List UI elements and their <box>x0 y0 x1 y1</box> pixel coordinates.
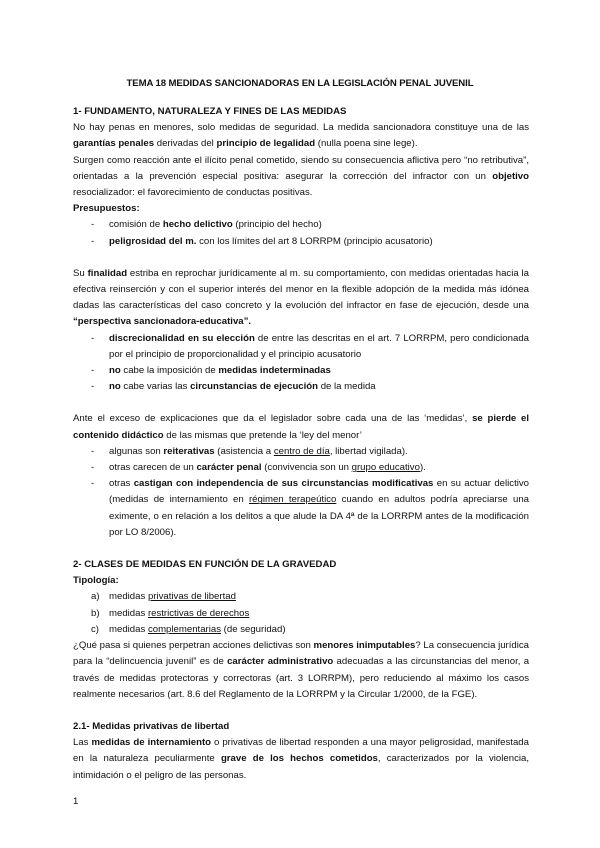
text-run: (principio del hecho) <box>232 219 322 231</box>
text-run: ). <box>419 462 426 474</box>
text-run-bold: se pierde el contenido didáctico <box>73 413 529 441</box>
paragraph-internamiento <box>73 735 529 784</box>
text-run: algunas son <box>109 445 164 457</box>
list-marker: b) <box>91 607 100 619</box>
text-run: (convivencia son un <box>261 462 352 474</box>
text-run: en su actuar delictivo (medidas de internamiento en <box>109 478 530 506</box>
text-run: (nulla poena sine lege). <box>315 138 418 150</box>
text-run-underline: privativas de libertad <box>147 591 236 603</box>
text-run: Ante el exceso de explicaciones que da el legislador sobre cada una de las ‘medidas’, <box>73 413 473 425</box>
text-run-bold: menores inimputables <box>313 640 416 652</box>
text-run-bold: principio de legalidad <box>216 138 316 150</box>
text-run-bold: “perspectiva sancionadora-educativa”. <box>73 316 252 328</box>
text-run-underline: restrictivas de derechos <box>147 607 250 619</box>
paragraph-finalidad <box>73 266 529 331</box>
text-run: de las mismas que pretende la ‘ley del menor’ <box>163 429 362 441</box>
spacer <box>73 703 529 719</box>
list-marker: a) <box>91 591 100 603</box>
text-run: medidas <box>109 607 148 619</box>
text-run: otras carecen de un <box>109 462 197 474</box>
paragraph-exceso <box>73 411 529 443</box>
text-run-bold: circunstancias de ejecución <box>190 381 319 393</box>
list-item <box>91 606 529 622</box>
spacer <box>73 395 529 411</box>
document-title: TEMA 18 MEDIDAS SANCIONADORAS EN LA LEGISLACIÓN PENAL JUVENIL <box>126 78 474 89</box>
list-item <box>109 234 529 250</box>
text-run: medidas <box>109 591 148 603</box>
document-body <box>73 104 529 784</box>
section-2-1-heading: 2.1- Medidas privativas de libertad <box>73 720 230 732</box>
paragraph-reaccion <box>73 153 529 202</box>
paragraph-penas <box>73 120 529 152</box>
list-item <box>109 379 529 395</box>
text-run: Surgen como reacción ante el ilícito penal cometido, siendo su consecuencia aflictiva pero “no retributiva”, orientadas a la prevención especial positiva: asegurar la corrección del infractor con un <box>73 154 529 182</box>
text-run: cabe la imposición de <box>120 365 219 377</box>
spacer <box>73 541 529 557</box>
text-run: con los límites del art 8 LORRPM (principio acusatorio) <box>196 235 433 247</box>
text-run-underline: grupo educativo <box>351 462 420 474</box>
text-run: derivadas del <box>154 138 217 150</box>
text-run-bold: finalidad <box>87 267 128 279</box>
list-item <box>109 444 529 460</box>
text-run: otras <box>109 478 134 490</box>
list-item <box>91 589 529 605</box>
text-run-bold: hecho delictivo <box>162 219 233 231</box>
text-run: ¿Qué pasa si quienes perpetran acciones delictivas son <box>73 640 314 652</box>
list-item <box>109 460 529 476</box>
text-run-bold: carácter administrativo <box>227 656 334 668</box>
text-run: de entre las descritas en el art. 7 LORRPM, pero condicionada por el principio de proporcionalidad y el principio acusatorio <box>109 332 529 360</box>
text-run-bold: discrecionalidad en su elección <box>109 332 255 344</box>
text-run: (de seguridad) <box>221 623 286 635</box>
tipologia-list <box>73 589 529 638</box>
text-run-underline: complementarias <box>147 623 221 635</box>
text-run: de la medida <box>318 381 376 393</box>
list-item <box>109 363 529 379</box>
text-run: medidas <box>109 623 148 635</box>
list-item <box>91 622 529 638</box>
text-run-underline: centro de día <box>273 445 330 457</box>
text-run-bold: medidas de internamiento <box>91 737 212 749</box>
list-item <box>109 331 529 363</box>
text-run-bold: no <box>109 365 121 377</box>
text-run: cabe varias las <box>120 381 191 393</box>
finalidad-list <box>73 331 529 396</box>
text-run-bold: no <box>109 381 121 393</box>
text-run-bold: grave de los hechos cometidos <box>220 753 378 765</box>
text-run: estriba en reprochar jurídicamente al m. su comportamiento, con medidas orientadas hacia la efectiva reinserción y con el superior interés del menor en la flexible adopción de la medida más idónea dadas las características del caso concreto y la evolución del infractor en fase de ejecución, desde una <box>73 267 529 312</box>
tipologia-label: Tipología: <box>73 575 119 587</box>
paragraph-inimputables <box>73 638 529 703</box>
text-run: cuando en adultos podría apreciarse una eximente, o en relación a los delitos a que alude la DA 4ª de la LORRPM antes de la modificación por LO 8/2006). <box>109 494 529 538</box>
text-run: (asistencia a <box>214 445 274 457</box>
text-run: o privativas de libertad responden a una mayor peligrosidad, manifestada en la naturaleza peculiarmente <box>73 737 529 765</box>
text-run-bold: castigan con independencia de sus circunstancias modificativas <box>133 478 434 490</box>
text-run: ? La consecuencia jurídica para la “delincuencia juvenil” es de <box>73 640 530 668</box>
list-item <box>109 476 529 541</box>
text-run-bold: medidas indeterminadas <box>218 365 331 377</box>
section-1-heading: 1- FUNDAMENTO, NATURALEZA Y FINES DE LAS MEDIDAS <box>73 106 347 117</box>
text-run: Su <box>73 267 88 279</box>
text-run: resocializador: el favorecimiento de conductas positivas. <box>73 187 313 199</box>
section-2-heading: 2- CLASES DE MEDIDAS EN FUNCIÓN DE LA GRAVEDAD <box>73 559 337 571</box>
text-run-bold: reiterativas <box>163 445 215 457</box>
text-run-bold: garantías penales <box>73 138 155 150</box>
text-run: Las <box>73 737 92 749</box>
spacer <box>73 250 529 266</box>
text-run: No hay penas en menores, solo medidas de seguridad. La medida sancionadora constituye una de las <box>73 122 529 134</box>
text-run-underline: régimen terapeútico <box>248 494 337 506</box>
presupuestos-list <box>73 217 529 249</box>
page-number: 1 <box>73 796 79 807</box>
list-marker: c) <box>91 623 99 635</box>
presupuestos-label: Presupuestos: <box>73 203 140 215</box>
text-run: , caracterizados por la violencia, intimidación o el peligro de las personas. <box>73 753 529 781</box>
text-run-bold: carácter penal <box>196 462 262 474</box>
text-run: , libertad vigilada). <box>329 445 408 457</box>
text-run: adecuadas a las circunstancias del menor, a través de medidas protectoras y correctoras (art. 3 LORRPM), pero reduciendo al máximo los casos realmente necesarios (art. 8.6 del Reglamento de la LORRPM y la Circular 1/2000, de la FGE). <box>73 656 530 700</box>
list-item <box>109 217 529 233</box>
text-run-bold: peligrosidad del m. <box>109 235 197 247</box>
exceso-list <box>73 444 529 541</box>
text-run-bold: objetivo <box>492 170 529 182</box>
text-run: comisión de <box>109 219 163 231</box>
